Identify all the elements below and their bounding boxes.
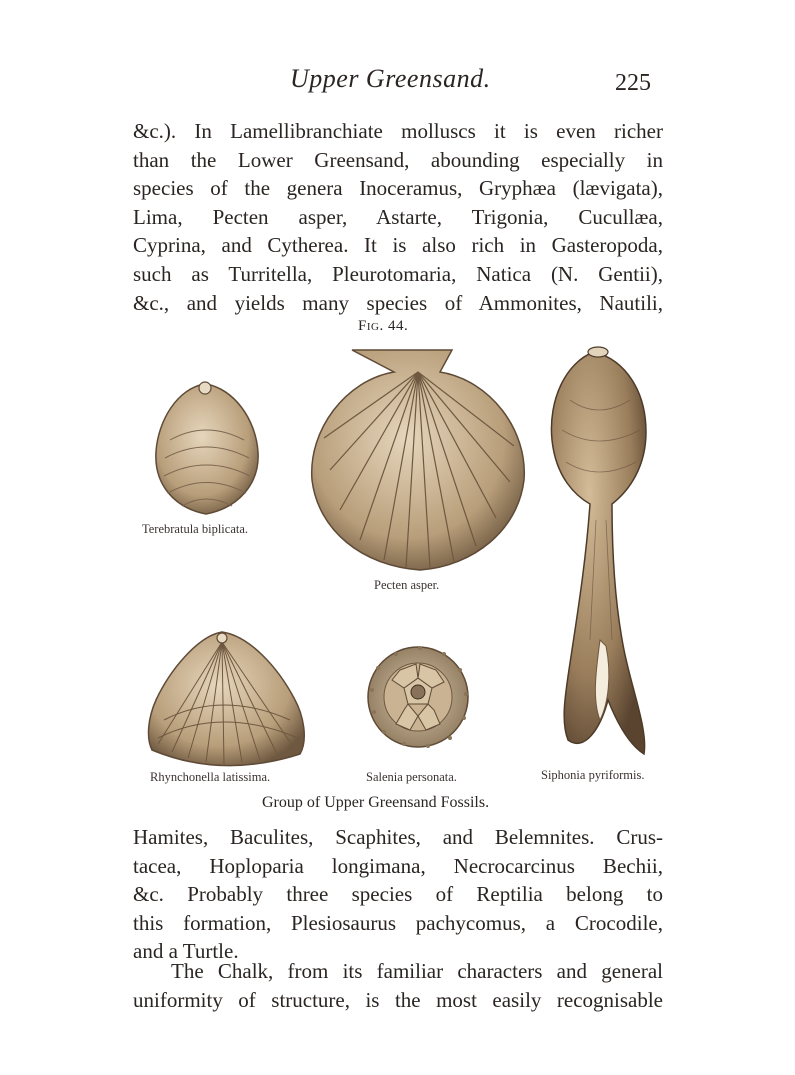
text-line: than the Lower Greensand, abounding especially in bbox=[133, 147, 663, 172]
figure-label: Fig. 44. bbox=[358, 318, 409, 334]
text-line: Hamites, Baculites, Scaphites, and Belemnites. Crus- bbox=[133, 825, 663, 849]
paragraph-2 bbox=[133, 823, 663, 966]
rhynchonella-drawing bbox=[149, 632, 305, 766]
text-line: Lima, Pecten asper, Astarte, Trigonia, Cucullæa, bbox=[133, 204, 663, 229]
salenia-drawing bbox=[368, 646, 468, 748]
text-line: uniformity of structure, is the most easily recognisable bbox=[133, 987, 663, 1012]
paragraph-3 bbox=[133, 957, 663, 1014]
running-head: Upper Greensand. bbox=[290, 64, 491, 93]
text-line: Cyprina, and Cytherea. It is also rich in Gasteropoda, bbox=[133, 233, 663, 258]
terebratula-drawing bbox=[156, 382, 258, 514]
label-pecten: Pecten asper. bbox=[374, 578, 440, 592]
figure-caption: Group of Upper Greensand Fossils. bbox=[262, 794, 490, 811]
label-siphonia: Siphonia pyriformis. bbox=[541, 768, 645, 782]
text-line: species of the genera Inoceramus, Gryphæa (lævigata), bbox=[133, 176, 663, 201]
page-number: 225 bbox=[615, 70, 651, 96]
text-line: this formation, Plesiosaurus pachycomus, a Crocodile, bbox=[133, 910, 663, 935]
text-line: &c. Probably three species of Reptilia belong to bbox=[133, 882, 663, 907]
pecten-drawing bbox=[312, 350, 525, 570]
label-rhynchonella: Rhynchonella latissima. bbox=[150, 770, 271, 784]
text-line: The Chalk, from its familiar characters and general bbox=[171, 959, 663, 983]
text-line: &c., and yields many species of Ammonites, Nautili, bbox=[133, 290, 663, 315]
text-line: and a Turtle. bbox=[133, 939, 239, 964]
text-line: tacea, Hoploparia longimana, Necrocarcinus Bechii, bbox=[133, 853, 663, 878]
label-terebratula: Terebratula biplicata. bbox=[142, 522, 249, 536]
siphonia-drawing bbox=[551, 347, 646, 754]
text-line: such as Turritella, Pleurotomaria, Natica (N. Gentii), bbox=[133, 261, 663, 286]
text-line: &c.). In Lamellibranchiate molluscs it is even richer bbox=[133, 119, 663, 143]
label-salenia: Salenia personata. bbox=[366, 770, 457, 784]
